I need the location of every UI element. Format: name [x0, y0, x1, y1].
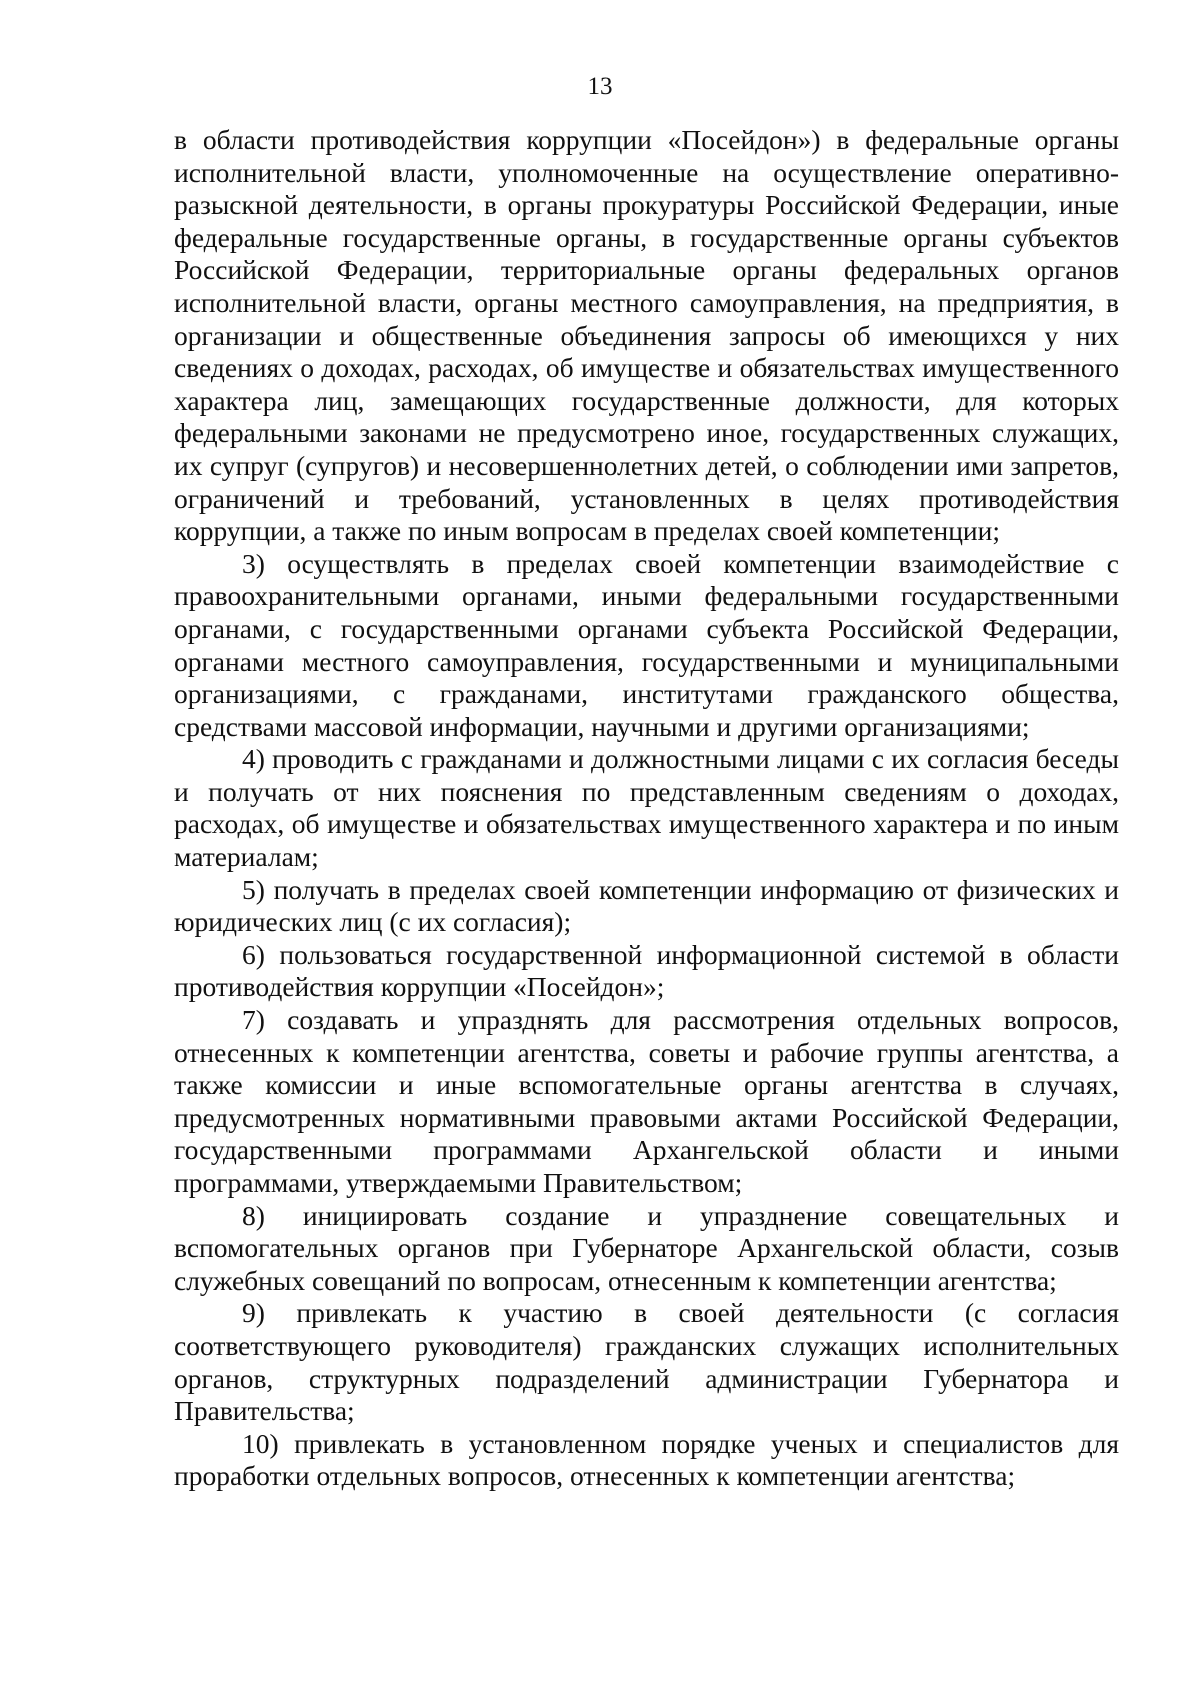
paragraph-item-7: 7) создавать и упразднять для рассмотрения отдельных вопросов, отнесенных к компетенции агентства, советы и рабочие группы агентства, а также комиссии и иные вспомогательные органы агентства в случаях, предусмотренных нормативными правовыми актами Российской Федерации, государственными программами Архангельской области и иными программами, утверждаемыми Правительством;: [174, 1004, 1119, 1198]
paragraph-item-10: 10) привлекать в установленном порядке ученых и специалистов для проработки отдельных вопросов, отнесенных к компетенции агентства;: [174, 1427, 1119, 1492]
paragraph-continuation: в области противодействия коррупции «Посейдон») в федеральные органы исполнительной власти, уполномоченные на осуществление оперативно-разыскной деятельности, в органы прокуратуры Российской Федерации, иные федеральные государственные органы, в государственные органы субъектов Российской Федерации, территориальные органы федеральных органов исполнительной власти, органы местного самоуправления, на предприятия, в организации и общественные объединения запросы об имеющихся у них сведениях о доходах, расходах, об имуществе и обязательствах имущественного характера лиц, замещающих государственные должности, для которых федеральными законами не предусмотрено иное, государственных служащих, их супруг (супругов) и несовершеннолетних детей, о соблюдении ими запретов, ограничений и требований, установленных в целях противодействия коррупции, а также по иным вопросам в пределах своей компетенции;: [174, 124, 1119, 547]
paragraph-item-4: 4) проводить с гражданами и должностными лицами с их согласия беседы и получать от них пояснения по представленным сведениям о доходах, расходах, об имуществе и обязательствах имущественного характера и по иным материалам;: [174, 743, 1119, 873]
page-number: 13: [587, 73, 613, 100]
paragraph-item-9: 9) привлекать к участию в своей деятельности (с согласия соответствующего руководителя) гражданских служащих исполнительных органов, структурных подразделений администрации Губернатора и Правительства;: [174, 1297, 1119, 1427]
paragraph-item-8: 8) инициировать создание и упразднение совещательных и вспомогательных органов при Губернаторе Архангельской области, созыв служебных совещаний по вопросам, отнесенным к компетенции агентства;: [174, 1199, 1119, 1296]
paragraph-item-6: 6) пользоваться государственной информационной системой в области противодействия коррупции «Посейдон»;: [174, 938, 1119, 1003]
paragraph-item-5: 5) получать в пределах своей компетенции информацию от физических и юридических лиц (с их согласия);: [174, 873, 1119, 938]
document-body: [174, 124, 1119, 1493]
paragraph-item-3: 3) осуществлять в пределах своей компетенции взаимодействие с правоохранительными органами, иными федеральными государственными органами, с государственными органами субъекта Российской Федерации, органами местного самоуправления, государственными и муниципальными организациями, с гражданами, институтами гражданского общества, средствами массовой информации, научными и другими организациями;: [174, 547, 1119, 742]
